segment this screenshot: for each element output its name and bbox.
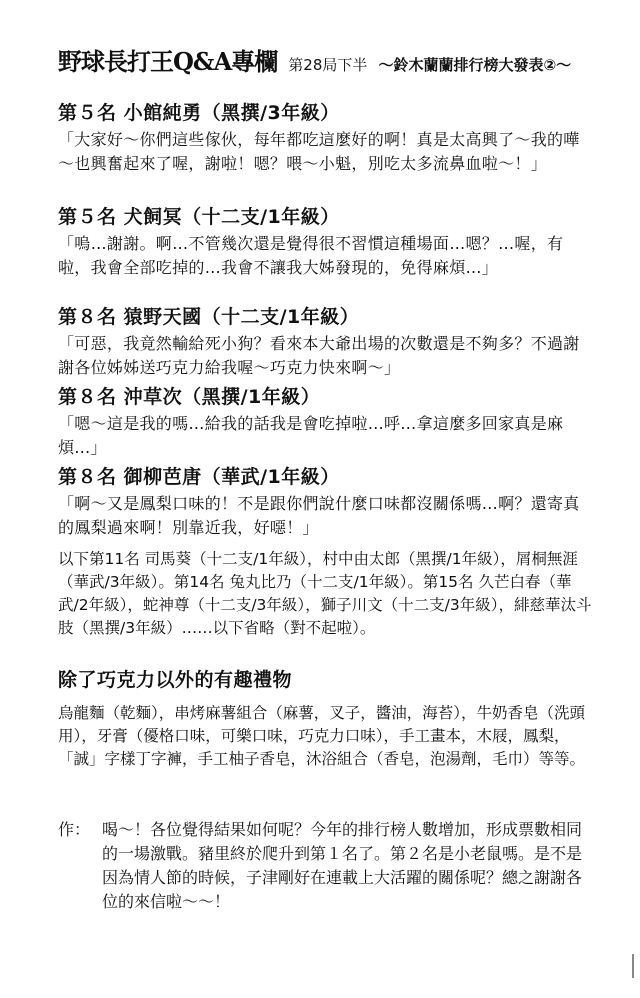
- column-title: 野球長打王Q&A專欄: [58, 47, 278, 76]
- rank-heading: 第８名 猿野天國（十二支/1年級）: [58, 306, 360, 328]
- scan-edge-mark: [632, 954, 634, 978]
- column-header: [58, 42, 630, 82]
- gifts-list: 烏龍麵（乾麵），串烤麻薯組合（麻薯，叉子，醬油，海苔），牛奶香皂（洗頭用），牙膏（優格口味，可樂口味，巧克力口味），手工畫本，木屐，鳳梨，「誠」字樣丁字褲，手工柚子香皂，沐浴組合（香皂，泡湯劑，毛巾）等等。: [58, 704, 586, 768]
- rank-heading: 第５名 犬飼冥（十二支/1年級）: [58, 206, 340, 228]
- rank-quote: 「可惡，我竟然輸給死小狗？看來本大爺出場的次數還是不夠多？不過謝謝各位姊姊送巧克力給我喔～巧克力快來啊～」: [58, 334, 580, 377]
- author-comment: 喝～！各位覺得結果如何呢？今年的排行榜人數增加，形成票數相同的一場激戰。豬里終於爬升到第１名了。第２名是小老鼠嗎。是不是因為情人節的時候，子津剛好在連載上大活躍的關係呢？總之謝謝各位的來信啦～～！: [102, 820, 583, 911]
- other-rankings: 以下第11名 司馬葵（十二支/1年級），村中由太郎（黑撰/1年級），屑桐無涯（華武/3年級）。第14名 兔丸比乃（十二支/1年級）。第15名 久芒白春（華武/2年級），蛇神尊（十二支/3年級），獅子川文（十二支/3年級），緋慈華汰斗肢（黑撰/3年級）……以下省略（對不起啦）。: [58, 550, 592, 637]
- gifts-heading: 除了巧克力以外的有趣禮物: [58, 669, 293, 691]
- rank-quote: 「嗯～這是我的嗎…給我的話我是會吃掉啦…呼…拿這麼多回家真是麻煩…」: [58, 414, 564, 457]
- rank-heading: 第５名 小館純勇（黑撰/3年級）: [58, 102, 340, 124]
- rank-quote: 「啊～又是鳳梨口味的！不是跟你們說什麼口味都沒關係嗎…啊？還寄真的鳳梨過來啊！別靠近我，好噁！」: [58, 494, 580, 537]
- episode-label: 第28局下半: [288, 56, 368, 74]
- rank-heading: 第８名 沖草次（黑撰/1年級）: [58, 386, 321, 408]
- rank-quote: 「嗚…謝謝。啊…不管幾次還是覺得很不習慣這種場面…嗯？…喔，有啦，我會全部吃掉的…我會不讓我大姊發現的，免得麻煩…」: [58, 234, 564, 277]
- author-label: 作：: [58, 820, 91, 839]
- rank-heading: 第８名 御柳芭唐（華武/1年級）: [58, 466, 340, 488]
- rank-quote: 「大家好～你們這些傢伙，每年都吃這麼好的啊！真是太高興了～我的嘩～也興奮起來了喔，謝啦！嗯？喂～小魁，別吃太多流鼻血啦～！」: [58, 130, 580, 173]
- column-subtitle: ～鈴木蘭蘭排行榜大發表②～: [378, 56, 572, 74]
